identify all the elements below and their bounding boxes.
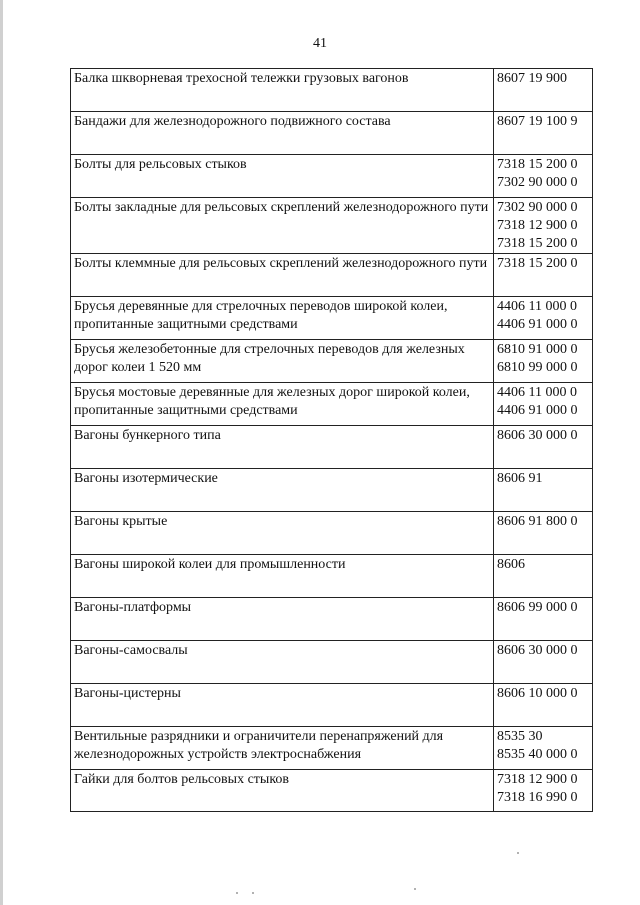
product-code-cell — [494, 112, 593, 155]
product-code: 8535 30 — [497, 729, 543, 744]
product-name: Болты закладные для рельсовых скреплений железнодорожного пути — [74, 200, 489, 215]
product-code-cell — [494, 512, 593, 555]
product-code-cell — [494, 684, 593, 727]
product-code-cell — [494, 383, 593, 426]
product-code: 7318 16 990 0 — [497, 790, 578, 805]
product-name: Гайки для болтов рельсовых стыков — [74, 772, 290, 787]
product-code-cell — [494, 69, 593, 112]
product-name-cell — [71, 69, 494, 112]
product-name-cell — [71, 112, 494, 155]
product-code-cell — [494, 254, 593, 297]
product-code-cell — [494, 727, 593, 770]
table-row — [71, 340, 593, 383]
product-name-cell — [71, 340, 494, 383]
product-name: Вагоны-самосвалы — [74, 643, 188, 658]
product-name-cell — [71, 598, 494, 641]
table-row — [71, 297, 593, 340]
product-name: Болты для рельсовых стыков — [74, 157, 247, 172]
product-name-cell — [71, 383, 494, 426]
scan-speck — [517, 852, 519, 854]
product-name-cell — [71, 155, 494, 198]
table-row — [71, 512, 593, 555]
product-code: 8607 19 900 — [497, 71, 567, 86]
product-code: 8606 — [497, 557, 525, 572]
product-code-cell — [494, 770, 593, 812]
product-code: 6810 91 000 0 — [497, 342, 578, 357]
product-code: 8606 91 — [497, 471, 543, 486]
table-row — [71, 426, 593, 469]
table-row — [71, 598, 593, 641]
table-row — [71, 770, 593, 812]
product-name-cell — [71, 469, 494, 512]
table-row — [71, 383, 593, 426]
product-name: Вентильные разрядники и ограничители перенапряжений для железнодорожных устройств электроснабжения — [74, 729, 444, 762]
table-body — [71, 69, 593, 812]
product-code: 8606 30 000 0 — [497, 643, 578, 658]
product-code: 7302 90 000 0 — [497, 200, 578, 215]
product-code: 6810 99 000 0 — [497, 360, 578, 375]
product-code-cell — [494, 155, 593, 198]
product-code-cell — [494, 598, 593, 641]
table-row — [71, 641, 593, 684]
product-name: Вагоны широкой колеи для промышленности — [74, 557, 346, 572]
product-code: 7318 15 200 0 — [497, 236, 578, 251]
product-code-cell — [494, 469, 593, 512]
product-name: Вагоны крытые — [74, 514, 168, 529]
product-name-cell — [71, 512, 494, 555]
product-code: 8535 40 000 0 — [497, 747, 578, 762]
scan-speck — [252, 892, 254, 894]
product-name: Болты клеммные для рельсовых скреплений железнодорожного пути — [74, 256, 488, 271]
table-row — [71, 69, 593, 112]
product-code-cell — [494, 198, 593, 254]
scan-speck — [414, 888, 416, 890]
table-row — [71, 555, 593, 598]
product-name: Вагоны-цистерны — [74, 686, 181, 701]
product-code: 4406 91 000 0 — [497, 403, 578, 418]
product-code-cell — [494, 297, 593, 340]
product-name-cell — [71, 555, 494, 598]
product-code-cell — [494, 641, 593, 684]
product-code-cell — [494, 555, 593, 598]
product-name-cell — [71, 297, 494, 340]
product-code: 7318 12 900 0 — [497, 218, 578, 233]
table-row — [71, 684, 593, 727]
product-name-cell — [71, 426, 494, 469]
scan-speck — [236, 892, 238, 894]
product-name-cell — [71, 198, 494, 254]
product-code: 4406 11 000 0 — [497, 385, 577, 400]
product-code: 7302 90 000 0 — [497, 175, 578, 190]
product-code: 8607 19 100 9 — [497, 114, 578, 129]
product-name: Вагоны изотермические — [74, 471, 218, 486]
product-code: 4406 11 000 0 — [497, 299, 577, 314]
product-name-cell — [71, 727, 494, 770]
product-name: Балка шкворневая трехосной тележки грузовых вагонов — [74, 71, 409, 86]
product-code: 8606 10 000 0 — [497, 686, 578, 701]
product-code: 7318 15 200 0 — [497, 256, 578, 271]
product-name: Брусья деревянные для стрелочных переводов широкой колеи, пропитанные защитными средствами — [74, 299, 448, 332]
product-code: 7318 15 200 0 — [497, 157, 578, 172]
product-code: 8606 99 000 0 — [497, 600, 578, 615]
page-number: 41 — [313, 36, 327, 51]
product-code-cell — [494, 340, 593, 383]
product-code: 7318 12 900 0 — [497, 772, 578, 787]
product-code-table — [70, 68, 593, 812]
product-name-cell — [71, 770, 494, 812]
product-name-cell — [71, 684, 494, 727]
product-name: Вагоны бункерного типа — [74, 428, 221, 443]
table-row — [71, 727, 593, 770]
table-row — [71, 112, 593, 155]
product-code-cell — [494, 426, 593, 469]
product-name: Брусья мостовые деревянные для железных дорог широкой колеи, пропитанные защитными средствами — [74, 385, 470, 418]
product-code: 4406 91 000 0 — [497, 317, 578, 332]
product-name: Вагоны-платформы — [74, 600, 192, 615]
table-row — [71, 198, 593, 254]
product-name: Брусья железобетонные для стрелочных переводов для железных дорог колеи 1 520 мм — [74, 342, 465, 375]
product-name: Бандажи для железнодорожного подвижного состава — [74, 114, 391, 129]
product-name-cell — [71, 254, 494, 297]
table-row — [71, 155, 593, 198]
product-code: 8606 30 000 0 — [497, 428, 578, 443]
table-row — [71, 469, 593, 512]
product-name-cell — [71, 641, 494, 684]
product-code: 8606 91 800 0 — [497, 514, 578, 529]
scan-left-edge — [0, 0, 3, 905]
table-row — [71, 254, 593, 297]
